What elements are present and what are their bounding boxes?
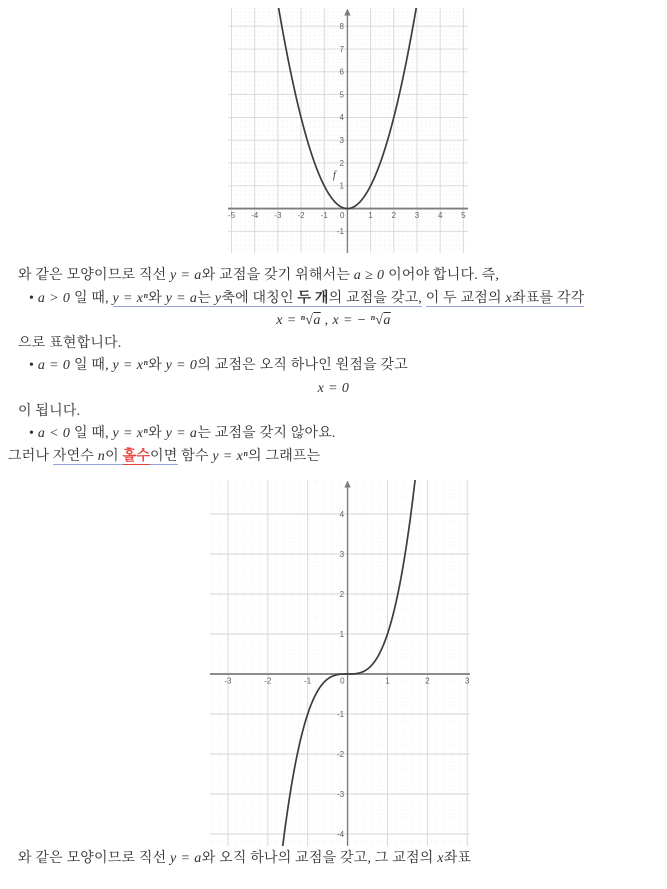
text-segment: 의 그래프는 <box>248 448 321 464</box>
text-segment: 와 오직 하나의 교점을 갖고, 그 교점의 <box>201 851 438 867</box>
svg-text:2: 2 <box>391 211 397 221</box>
text-segment: 이어야 합니다. 즉, <box>384 268 500 283</box>
text-segment: • <box>29 358 38 374</box>
text-segment: 와 교점을 갖기 위해서는 <box>201 268 354 283</box>
text-segment: 의 교점을 갖고, <box>328 290 423 306</box>
svg-text:-1: -1 <box>336 710 345 720</box>
text-segment: 와 <box>148 358 166 374</box>
svg-text:-4: -4 <box>251 211 259 221</box>
svg-text:1: 1 <box>368 211 373 221</box>
expressed-as-line <box>0 333 667 356</box>
text-segment: 으로 표현합니다. <box>18 335 122 351</box>
odd-case-line <box>0 446 667 469</box>
svg-text:-4: -4 <box>336 830 345 840</box>
text-segment: a <box>383 313 391 329</box>
svg-text:-2: -2 <box>264 676 272 686</box>
svg-text:0: 0 <box>339 211 345 221</box>
text-segment: 일 때, <box>70 358 113 374</box>
text-segment: 그러나 <box>8 448 53 464</box>
text-segment: a > 0 <box>37 290 71 306</box>
text-segment: y = xⁿ <box>212 448 249 464</box>
svg-text:3: 3 <box>464 676 470 686</box>
text-segment: 축에 대칭인 <box>221 290 298 306</box>
text-segment: , x = − ⁿ√ <box>320 313 384 329</box>
svg-text:2: 2 <box>339 590 345 600</box>
text-segment: • <box>29 426 38 442</box>
text-segment: 두 개 <box>297 290 329 306</box>
svg-text:-5: -5 <box>228 211 236 221</box>
text-segment: 자연수 <box>52 448 98 464</box>
bullet-a-zero <box>0 355 667 378</box>
text-segment: 일 때, <box>70 426 113 442</box>
text-segment: y = a <box>170 268 202 283</box>
text-segment: 의 교점은 오직 하나인 원점을 갖고 <box>197 358 408 374</box>
svg-text:3: 3 <box>339 550 345 560</box>
text-segment: y = a <box>165 290 198 306</box>
svg-text:-1: -1 <box>336 227 344 237</box>
svg-text:-1: -1 <box>320 211 328 221</box>
text-segment: a ≥ 0 <box>353 268 385 283</box>
svg-text:-1: -1 <box>304 676 312 686</box>
svg-text:-3: -3 <box>336 790 345 800</box>
svg-text:3: 3 <box>339 135 344 145</box>
text-segment: y = a <box>165 426 198 442</box>
text-segment: 이면 <box>150 448 178 464</box>
svg-text:7: 7 <box>339 44 344 54</box>
text-segment: 와 <box>148 290 166 306</box>
svg-text:1: 1 <box>339 630 345 640</box>
svg-text:f: f <box>333 169 336 181</box>
svg-text:4: 4 <box>339 510 345 520</box>
root-formula <box>0 310 667 333</box>
text-segment: x = 0 <box>317 380 350 396</box>
document-page <box>0 8 667 889</box>
svg-text:5: 5 <box>339 90 344 100</box>
text-segment: 와 같은 모양이므로 직선 <box>18 851 171 867</box>
zero-formula <box>0 378 667 401</box>
text-segment: 와 <box>148 426 166 442</box>
text-segment: n <box>97 448 106 464</box>
text-segment: x = ⁿ√ <box>276 313 314 329</box>
text-segment: 는 <box>197 290 215 306</box>
text-segment: x <box>505 290 513 306</box>
svg-text:-3: -3 <box>224 676 232 686</box>
text-segment: 좌표를 각각 <box>512 290 585 306</box>
text-segment: a <box>313 313 321 329</box>
body-text-block <box>0 265 667 468</box>
text-segment: y <box>214 290 222 306</box>
bullet-a-positive <box>0 288 667 311</box>
svg-text:-3: -3 <box>274 211 282 221</box>
text-segment: 좌표 <box>443 851 472 867</box>
text-segment: • <box>29 290 38 306</box>
svg-text:1: 1 <box>385 676 390 686</box>
text-segment: y = xⁿ <box>112 290 149 306</box>
text-segment: 이 됩니다. <box>18 403 81 419</box>
bullet-a-negative <box>0 423 667 446</box>
svg-text:3: 3 <box>414 211 420 221</box>
text-segment: 일 때, <box>70 290 113 306</box>
closing-line <box>0 848 667 871</box>
svg-text:4: 4 <box>339 113 344 123</box>
svg-text:1: 1 <box>339 181 344 191</box>
text-segment: a < 0 <box>37 426 71 442</box>
svg-text:0: 0 <box>340 676 345 686</box>
text-segment: y = xⁿ <box>112 426 149 442</box>
svg-text:8: 8 <box>339 22 344 32</box>
becomes-line <box>0 401 667 424</box>
intro-line <box>0 265 667 288</box>
text-segment: y = 0 <box>165 358 198 374</box>
text-segment: x <box>437 851 444 867</box>
odd-power-chart <box>210 480 470 846</box>
odd-power-graph-figure <box>210 480 470 846</box>
even-power-chart <box>228 8 468 253</box>
svg-text:6: 6 <box>339 67 344 77</box>
text-segment: a = 0 <box>37 358 71 374</box>
svg-text:-2: -2 <box>336 750 345 760</box>
text-segment: 이 <box>105 448 123 464</box>
even-power-graph-figure <box>228 8 468 253</box>
text-segment: 함수 <box>177 448 213 464</box>
text-segment: 이 두 교점의 <box>425 290 506 306</box>
text-segment: 홀수 <box>122 448 151 464</box>
svg-text:2: 2 <box>425 676 430 686</box>
svg-text:4: 4 <box>437 211 443 221</box>
svg-text:2: 2 <box>339 158 344 168</box>
text-segment: 는 교점을 갖지 않아요. <box>197 426 336 442</box>
text-segment: 와 같은 모양이므로 직선 <box>18 268 171 283</box>
svg-text:-2: -2 <box>297 211 305 221</box>
svg-text:5: 5 <box>461 211 466 221</box>
text-segment: y = a <box>170 851 202 867</box>
text-segment: y = xⁿ <box>112 358 149 374</box>
